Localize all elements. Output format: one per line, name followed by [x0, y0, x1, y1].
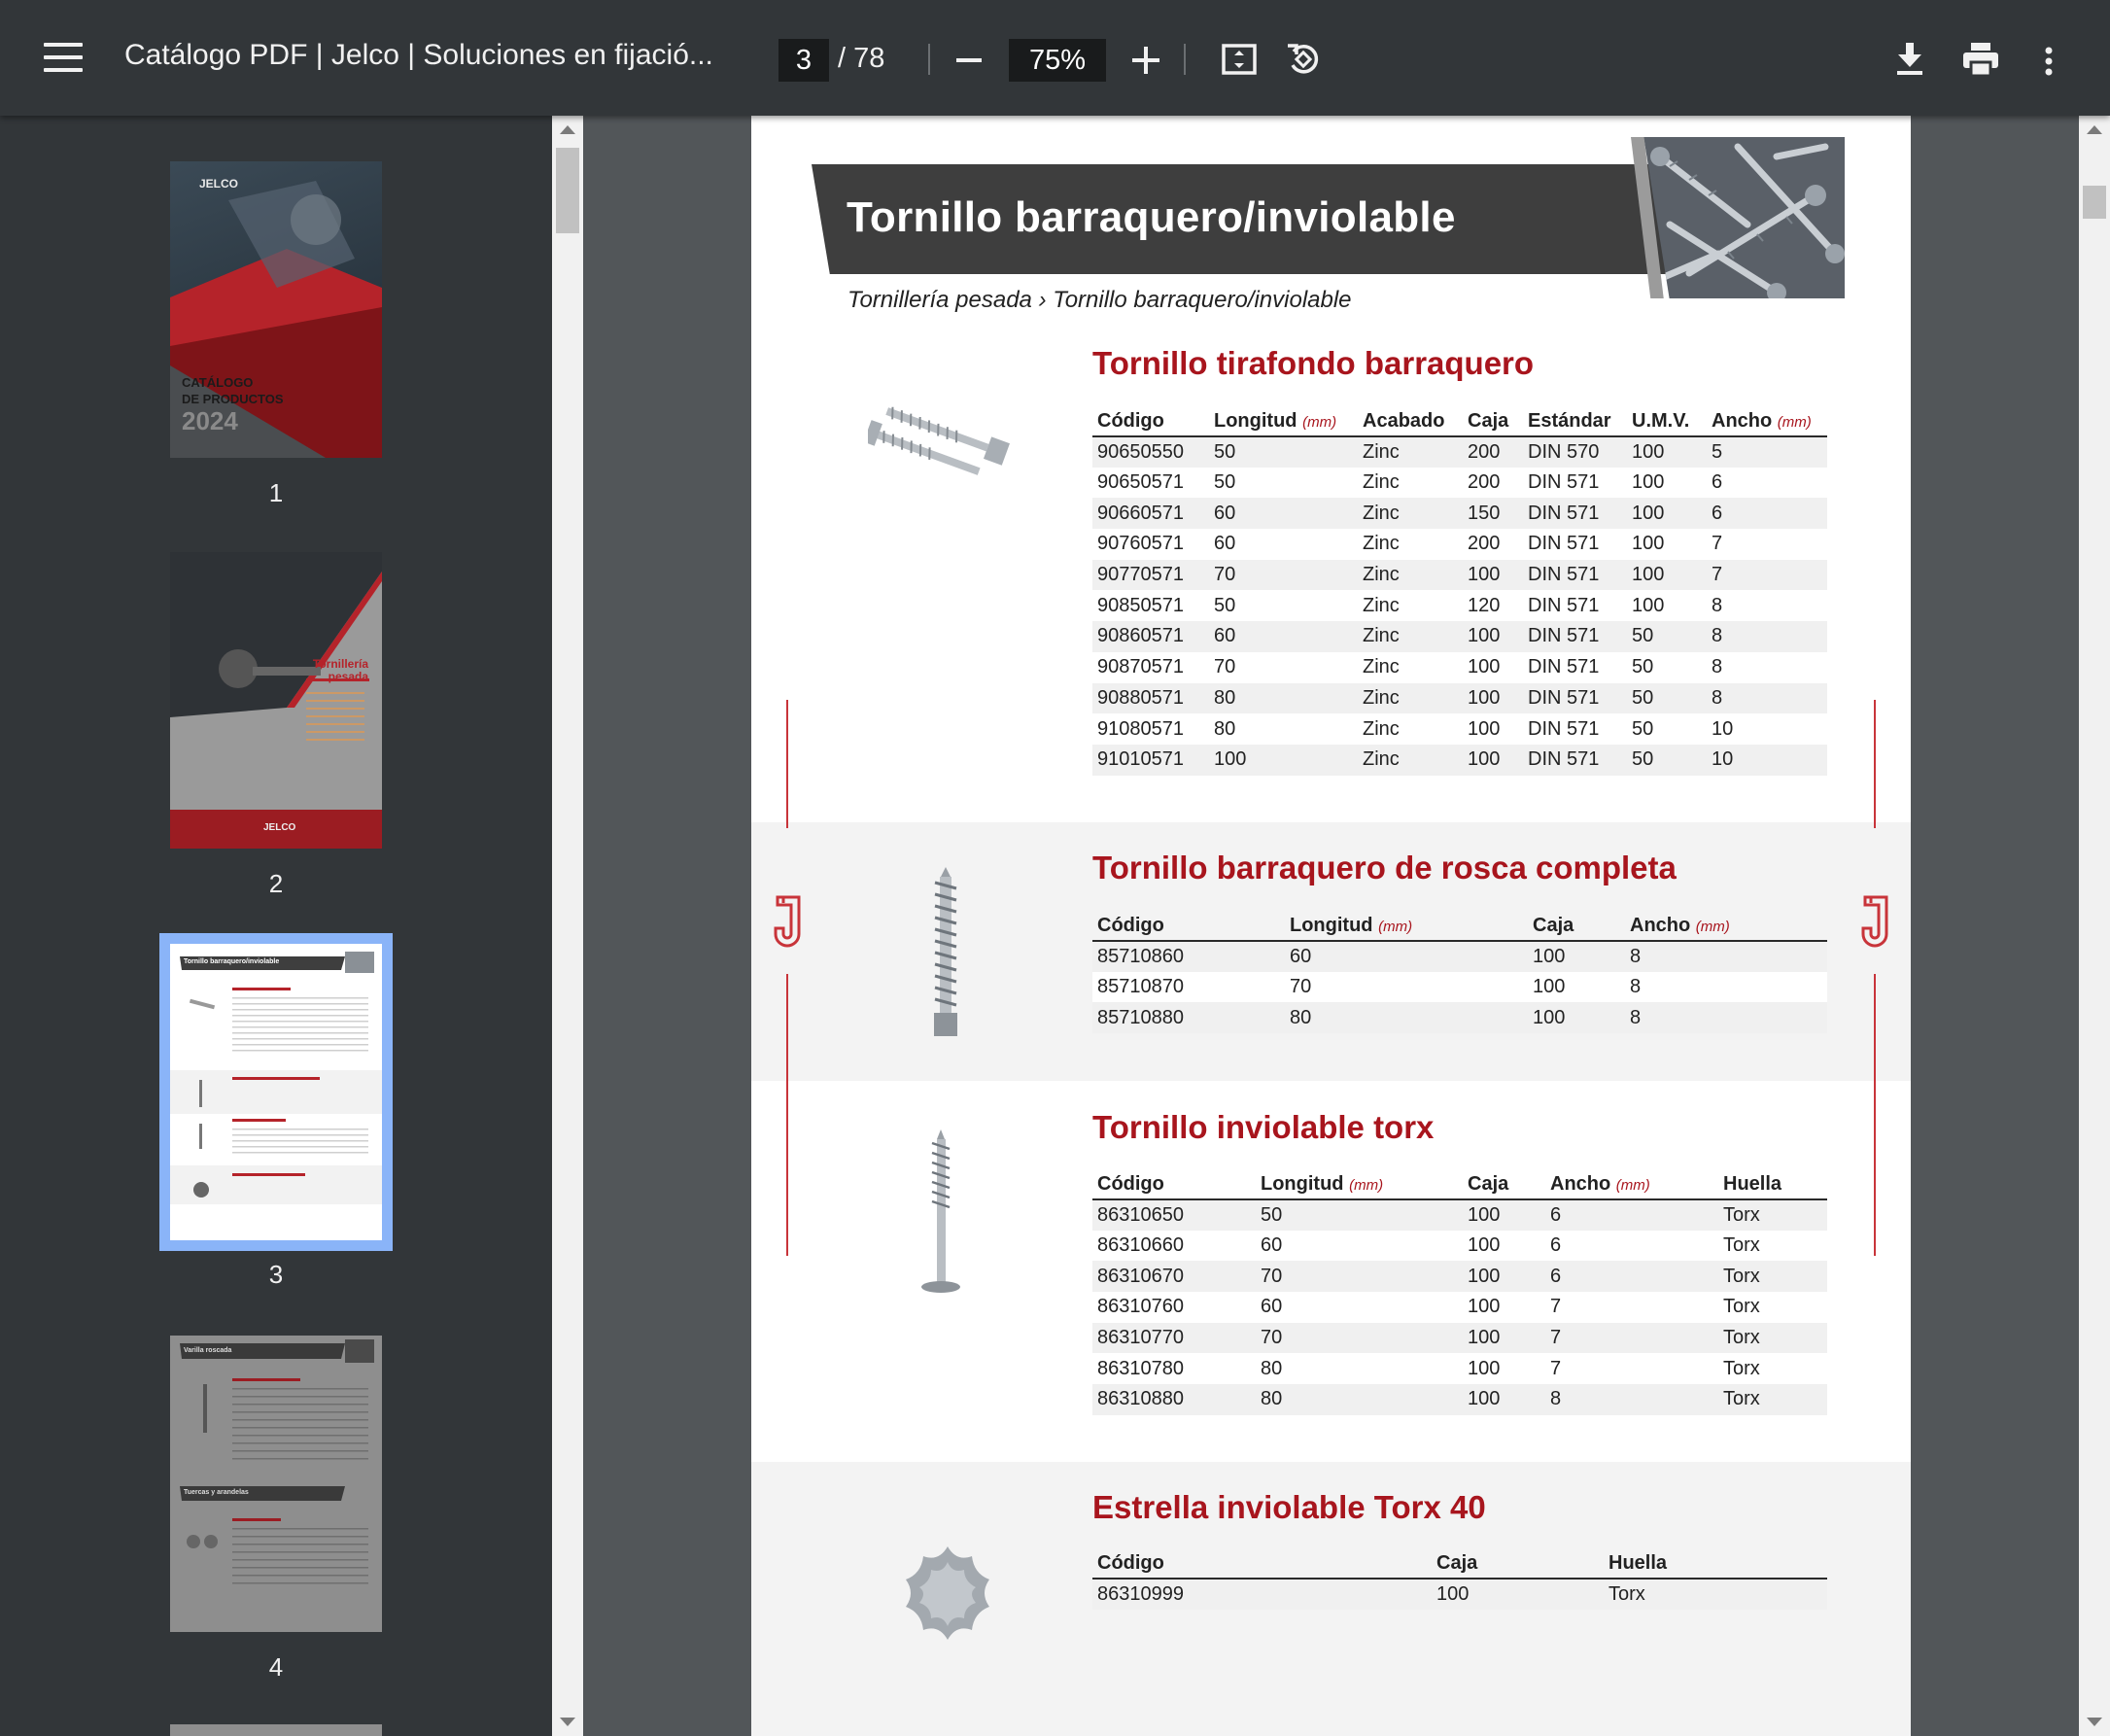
table-cell: Torx: [1718, 1292, 1827, 1323]
scroll-down-icon[interactable]: [560, 1718, 575, 1726]
spec-table-inviolable-torx: [1092, 1173, 1827, 1415]
decorative-line: [786, 974, 788, 1256]
section-title: Tornillo barraquero de rosca completa: [1092, 850, 1677, 885]
main-scroll-thumb[interactable]: [2083, 186, 2106, 219]
thumbnail-label: 3: [268, 1260, 284, 1289]
table-cell: 100: [1463, 560, 1523, 591]
table-cell: 6: [1545, 1231, 1718, 1262]
page-total: / 78: [838, 43, 885, 74]
table-cell: Torx: [1718, 1384, 1827, 1415]
table-row: [1092, 468, 1827, 499]
column-header-label: Caja: [1468, 1173, 1509, 1195]
jelco-logo-icon: [770, 893, 805, 954]
table-cell: Zinc: [1358, 652, 1463, 683]
table-cell: 80: [1209, 713, 1358, 745]
table-cell: 200: [1463, 468, 1523, 499]
thumbnail-label: 1: [268, 478, 284, 507]
table-cell: 90650550: [1092, 436, 1209, 468]
thumb1-brand: JELCO: [199, 177, 239, 191]
column-header: [1358, 410, 1463, 436]
column-header-label: Estándar: [1528, 410, 1611, 432]
table-cell: 90880571: [1092, 683, 1209, 714]
table-cell: 7: [1545, 1292, 1718, 1323]
lag-screw-image: [868, 400, 1023, 498]
section-cover-artwork: [170, 552, 382, 849]
table-cell: 50: [1627, 683, 1707, 714]
column-header-label: Huella: [1608, 1552, 1668, 1574]
table-cell: 100: [1463, 1261, 1545, 1292]
table-cell: 86310999: [1092, 1579, 1432, 1610]
table-cell: Torx: [1604, 1579, 1827, 1610]
table-cell: Zinc: [1358, 713, 1463, 745]
table-cell: 100: [1463, 1384, 1545, 1415]
table-cell: 80: [1209, 683, 1358, 714]
table-cell: 100: [1528, 941, 1625, 972]
table-cell: 8: [1707, 652, 1827, 683]
table-cell: 90770571: [1092, 560, 1209, 591]
section-title: Estrella inviolable Torx 40: [1092, 1489, 1486, 1525]
column-header-label: Longitud: [1214, 410, 1297, 432]
thumbnail-sidebar: [0, 116, 552, 1736]
sidebar-scroll-thumb[interactable]: [556, 148, 579, 233]
table-cell: 6: [1545, 1261, 1718, 1292]
table-cell: 60: [1209, 529, 1358, 560]
column-header: [1092, 1173, 1256, 1199]
thumb3-heading: Tornillo barraquero/inviolable: [184, 958, 280, 965]
table-cell: 200: [1463, 529, 1523, 560]
table-cell: DIN 571: [1523, 713, 1627, 745]
section-title: Tornillo tirafondo barraquero: [1092, 345, 1535, 381]
page-3-preview: [170, 944, 382, 1240]
thumbnail-page-1[interactable]: [170, 161, 382, 458]
column-header-label: Código: [1097, 1552, 1164, 1574]
table-cell: 86310650: [1092, 1199, 1256, 1231]
table-cell: 8: [1707, 590, 1827, 621]
table-cell: 50: [1627, 713, 1707, 745]
table-cell: Zinc: [1358, 468, 1463, 499]
screws-photo: [1631, 137, 1845, 298]
table-cell: 100: [1627, 468, 1707, 499]
column-header: [1092, 915, 1285, 941]
thumbnail-page-2[interactable]: [170, 552, 382, 849]
table-cell: Torx: [1718, 1199, 1827, 1231]
column-header: [1627, 410, 1707, 436]
column-header-label: Huella: [1723, 1173, 1782, 1195]
table-cell: 100: [1627, 590, 1707, 621]
download-icon[interactable]: [1895, 43, 1924, 76]
table-cell: 90660571: [1092, 498, 1209, 529]
table-cell: 7: [1545, 1323, 1718, 1354]
more-options-icon[interactable]: [2044, 47, 2054, 76]
column-header: [1463, 410, 1523, 436]
column-header-label: Código: [1097, 410, 1164, 432]
table-cell: 80: [1256, 1353, 1463, 1384]
table-cell: 7: [1545, 1353, 1718, 1384]
column-header-label: Caja: [1533, 915, 1574, 936]
thumbnail-page-3[interactable]: [170, 944, 382, 1240]
table-cell: 8: [1545, 1384, 1718, 1415]
column-header-label: Ancho: [1712, 410, 1773, 432]
column-header: [1528, 915, 1625, 941]
thumb1-cover-line2: DE PRODUCTOS: [182, 392, 284, 406]
table-cell: 8: [1625, 972, 1827, 1003]
scroll-down-icon[interactable]: [2087, 1718, 2102, 1726]
table-cell: 100: [1463, 621, 1523, 652]
table-cell: 86310770: [1092, 1323, 1256, 1354]
table-cell: 85710880: [1092, 1002, 1285, 1033]
table-cell: Zinc: [1358, 529, 1463, 560]
sidebar-scrollbar[interactable]: [552, 116, 583, 1736]
column-header: [1545, 1173, 1718, 1199]
table-row: [1092, 1323, 1827, 1354]
thumbnail-page-4[interactable]: [170, 1336, 382, 1632]
thumb2-heading-line1: Tornillería: [312, 657, 368, 671]
jelco-logo-icon: [1857, 893, 1892, 954]
table-cell: 6: [1707, 498, 1827, 529]
table-cell: DIN 571: [1523, 498, 1627, 529]
table-cell: Torx: [1718, 1231, 1827, 1262]
column-header-label: Ancho: [1630, 915, 1691, 936]
table-cell: 50: [1209, 590, 1358, 621]
table-cell: DIN 571: [1523, 621, 1627, 652]
spec-table-estrella: [1092, 1552, 1827, 1610]
thumbnail-page-5-partial[interactable]: [170, 1724, 382, 1736]
table-cell: 85710870: [1092, 972, 1285, 1003]
table-row: [1092, 1292, 1827, 1323]
table-row: [1092, 498, 1827, 529]
table-cell: DIN 571: [1523, 745, 1627, 776]
table-cell: DIN 571: [1523, 590, 1627, 621]
table-cell: 100: [1463, 1323, 1545, 1354]
column-unit: (mm): [1695, 919, 1730, 935]
table-cell: 100: [1627, 560, 1707, 591]
table-cell: 50: [1209, 436, 1358, 468]
table-cell: DIN 570: [1523, 436, 1627, 468]
table-cell: Zinc: [1358, 621, 1463, 652]
table-cell: Zinc: [1358, 436, 1463, 468]
scroll-up-icon[interactable]: [560, 125, 575, 134]
table-row: [1092, 436, 1827, 468]
table-cell: 86310660: [1092, 1231, 1256, 1262]
table-row: [1092, 745, 1827, 776]
table-cell: 86310780: [1092, 1353, 1256, 1384]
column-unit: (mm): [1378, 919, 1413, 935]
decorative-line: [1874, 974, 1876, 1256]
table-cell: Zinc: [1358, 745, 1463, 776]
table-cell: 100: [1432, 1579, 1604, 1610]
table-cell: 8: [1707, 683, 1827, 714]
table-row: [1092, 560, 1827, 591]
fit-page-icon[interactable]: [1222, 44, 1257, 75]
table-cell: 100: [1463, 1231, 1545, 1262]
table-cell: 91010571: [1092, 745, 1209, 776]
table-cell: 100: [1463, 745, 1523, 776]
table-cell: 100: [1463, 713, 1523, 745]
column-header: [1707, 410, 1827, 436]
thumb4-heading: Varilla roscada: [184, 1347, 232, 1354]
table-row: [1092, 972, 1827, 1003]
table-cell: 70: [1285, 972, 1528, 1003]
table-cell: 90850571: [1092, 590, 1209, 621]
page-title: Tornillo barraquero/inviolable: [847, 193, 1456, 241]
table-cell: 60: [1256, 1292, 1463, 1323]
table-cell: 90860571: [1092, 621, 1209, 652]
thumb1-year: 2024: [182, 406, 238, 435]
table-row: [1092, 683, 1827, 714]
zoom-in-icon[interactable]: [1132, 47, 1159, 74]
table-cell: 100: [1627, 498, 1707, 529]
table-cell: DIN 571: [1523, 529, 1627, 560]
scroll-up-icon[interactable]: [2087, 125, 2102, 134]
zoom-out-icon[interactable]: [956, 58, 982, 62]
column-header: [1718, 1173, 1827, 1199]
table-row: [1092, 1261, 1827, 1292]
table-cell: 7: [1707, 529, 1827, 560]
table-cell: 86310670: [1092, 1261, 1256, 1292]
thumb2-heading-line2: pesada: [328, 670, 368, 683]
column-header-label: Longitud: [1261, 1173, 1344, 1195]
table-cell: 70: [1209, 560, 1358, 591]
table-cell: 91080571: [1092, 713, 1209, 745]
table-cell: 8: [1625, 941, 1827, 972]
table-cell: 100: [1463, 652, 1523, 683]
table-row: [1092, 1231, 1827, 1262]
column-header-label: Código: [1097, 915, 1164, 936]
table-cell: 100: [1627, 436, 1707, 468]
table-cell: 200: [1463, 436, 1523, 468]
table-cell: Torx: [1718, 1323, 1827, 1354]
table-cell: DIN 571: [1523, 468, 1627, 499]
column-header: [1209, 410, 1358, 436]
table-cell: 70: [1256, 1323, 1463, 1354]
torx-screw-image: [917, 1129, 965, 1304]
column-header: [1092, 1552, 1432, 1579]
table-cell: Zinc: [1358, 560, 1463, 591]
table-cell: 100: [1463, 1199, 1545, 1231]
column-header: [1432, 1552, 1604, 1579]
decorative-line: [786, 700, 788, 828]
table-cell: 70: [1256, 1261, 1463, 1292]
table-cell: 80: [1256, 1384, 1463, 1415]
table-cell: 50: [1627, 621, 1707, 652]
table-cell: Torx: [1718, 1353, 1827, 1384]
table-cell: Zinc: [1358, 590, 1463, 621]
column-header: [1625, 915, 1827, 941]
table-cell: 100: [1463, 683, 1523, 714]
column-header-label: U.M.V.: [1632, 410, 1690, 432]
table-cell: 60: [1256, 1231, 1463, 1262]
thumbnail-label: 4: [268, 1652, 284, 1682]
table-header-row: [1092, 915, 1827, 941]
table-row: [1092, 1199, 1827, 1231]
table-cell: 60: [1209, 498, 1358, 529]
column-header-label: Ancho: [1550, 1173, 1611, 1195]
thumb2-brand: JELCO: [263, 822, 296, 833]
table-cell: Torx: [1718, 1261, 1827, 1292]
column-header: [1285, 915, 1528, 941]
table-cell: 8: [1707, 621, 1827, 652]
table-row: [1092, 713, 1827, 745]
table-cell: 60: [1209, 621, 1358, 652]
main-scrollbar[interactable]: [2079, 116, 2110, 1736]
table-cell: DIN 571: [1523, 652, 1627, 683]
table-cell: 85710860: [1092, 941, 1285, 972]
table-cell: 86310760: [1092, 1292, 1256, 1323]
table-cell: 6: [1707, 468, 1827, 499]
table-cell: 10: [1707, 745, 1827, 776]
table-row: [1092, 1002, 1827, 1033]
table-cell: 7: [1707, 560, 1827, 591]
column-unit: (mm): [1615, 1177, 1650, 1194]
column-header-label: Caja: [1468, 410, 1509, 432]
table-cell: 90870571: [1092, 652, 1209, 683]
table-cell: 100: [1463, 1292, 1545, 1323]
thumb1-cover-line1: CATÁLOGO: [182, 375, 254, 390]
thumb4-heading-2: Tuercas y arandelas: [184, 1489, 249, 1496]
column-header: [1463, 1173, 1545, 1199]
table-cell: 60: [1285, 941, 1528, 972]
column-header-label: Caja: [1436, 1552, 1478, 1574]
column-header-label: Acabado: [1363, 410, 1445, 432]
table-cell: Zinc: [1358, 498, 1463, 529]
document-title: Catálogo PDF | Jelco | Soluciones en fijació...: [124, 39, 713, 71]
breadcrumb: Tornillería pesada › Tornillo barraquero/inviolable: [847, 287, 1352, 313]
column-unit: (mm): [1349, 1177, 1384, 1194]
column-header: [1604, 1552, 1827, 1579]
column-header: [1092, 410, 1209, 436]
decorative-line: [1874, 700, 1876, 828]
column-header-label: Longitud: [1290, 915, 1373, 936]
table-header-row: [1092, 1552, 1827, 1579]
zoom-level-input[interactable]: 75%: [1009, 39, 1106, 82]
column-unit: (mm): [1302, 414, 1337, 431]
spec-table-tirafondo: [1092, 410, 1827, 776]
table-cell: 100: [1627, 529, 1707, 560]
table-row: [1092, 1579, 1827, 1610]
table-cell: 70: [1209, 652, 1358, 683]
table-cell: 100: [1209, 745, 1358, 776]
table-cell: 50: [1209, 468, 1358, 499]
table-cell: 50: [1627, 652, 1707, 683]
print-icon[interactable]: [1963, 43, 1998, 76]
table-cell: 86310880: [1092, 1384, 1256, 1415]
table-row: [1092, 652, 1827, 683]
table-cell: 5: [1707, 436, 1827, 468]
table-cell: 50: [1256, 1199, 1463, 1231]
table-cell: DIN 571: [1523, 560, 1627, 591]
table-row: [1092, 1353, 1827, 1384]
page-4-preview: [170, 1336, 382, 1632]
table-cell: 50: [1627, 745, 1707, 776]
table-cell: 90760571: [1092, 529, 1209, 560]
toolbar-divider: [928, 44, 930, 75]
column-unit: (mm): [1777, 414, 1812, 431]
table-cell: 120: [1463, 590, 1523, 621]
menu-icon[interactable]: [44, 43, 83, 74]
table-cell: Zinc: [1358, 683, 1463, 714]
table-cell: 6: [1545, 1199, 1718, 1231]
table-cell: 90650571: [1092, 468, 1209, 499]
column-header: [1256, 1173, 1463, 1199]
table-header-row: [1092, 1173, 1827, 1199]
table-cell: DIN 571: [1523, 683, 1627, 714]
thumbnail-label: 2: [268, 869, 284, 898]
table-cell: 100: [1463, 1353, 1545, 1384]
column-header-label: Código: [1097, 1173, 1164, 1195]
table-row: [1092, 590, 1827, 621]
table-header-row: [1092, 410, 1827, 436]
table-cell: 150: [1463, 498, 1523, 529]
full-thread-screw-image: [921, 867, 970, 1042]
torx-star-key-image: [892, 1543, 1004, 1649]
spec-table-rosca-completa: [1092, 915, 1827, 1033]
section-title: Tornillo inviolable torx: [1092, 1109, 1435, 1145]
table-cell: 80: [1285, 1002, 1528, 1033]
toolbar-divider: [1184, 44, 1186, 75]
table-row: [1092, 529, 1827, 560]
table-cell: 10: [1707, 713, 1827, 745]
table-cell: 100: [1528, 1002, 1625, 1033]
table-cell: 8: [1625, 1002, 1827, 1033]
pdf-toolbar: [0, 0, 2110, 116]
pdf-page-3: [751, 116, 1911, 1736]
rotate-icon[interactable]: [1285, 41, 1322, 78]
page-number-input[interactable]: 3: [778, 39, 829, 82]
table-row: [1092, 941, 1827, 972]
table-cell: 100: [1528, 972, 1625, 1003]
table-row: [1092, 621, 1827, 652]
table-row: [1092, 1384, 1827, 1415]
column-header: [1523, 410, 1627, 436]
